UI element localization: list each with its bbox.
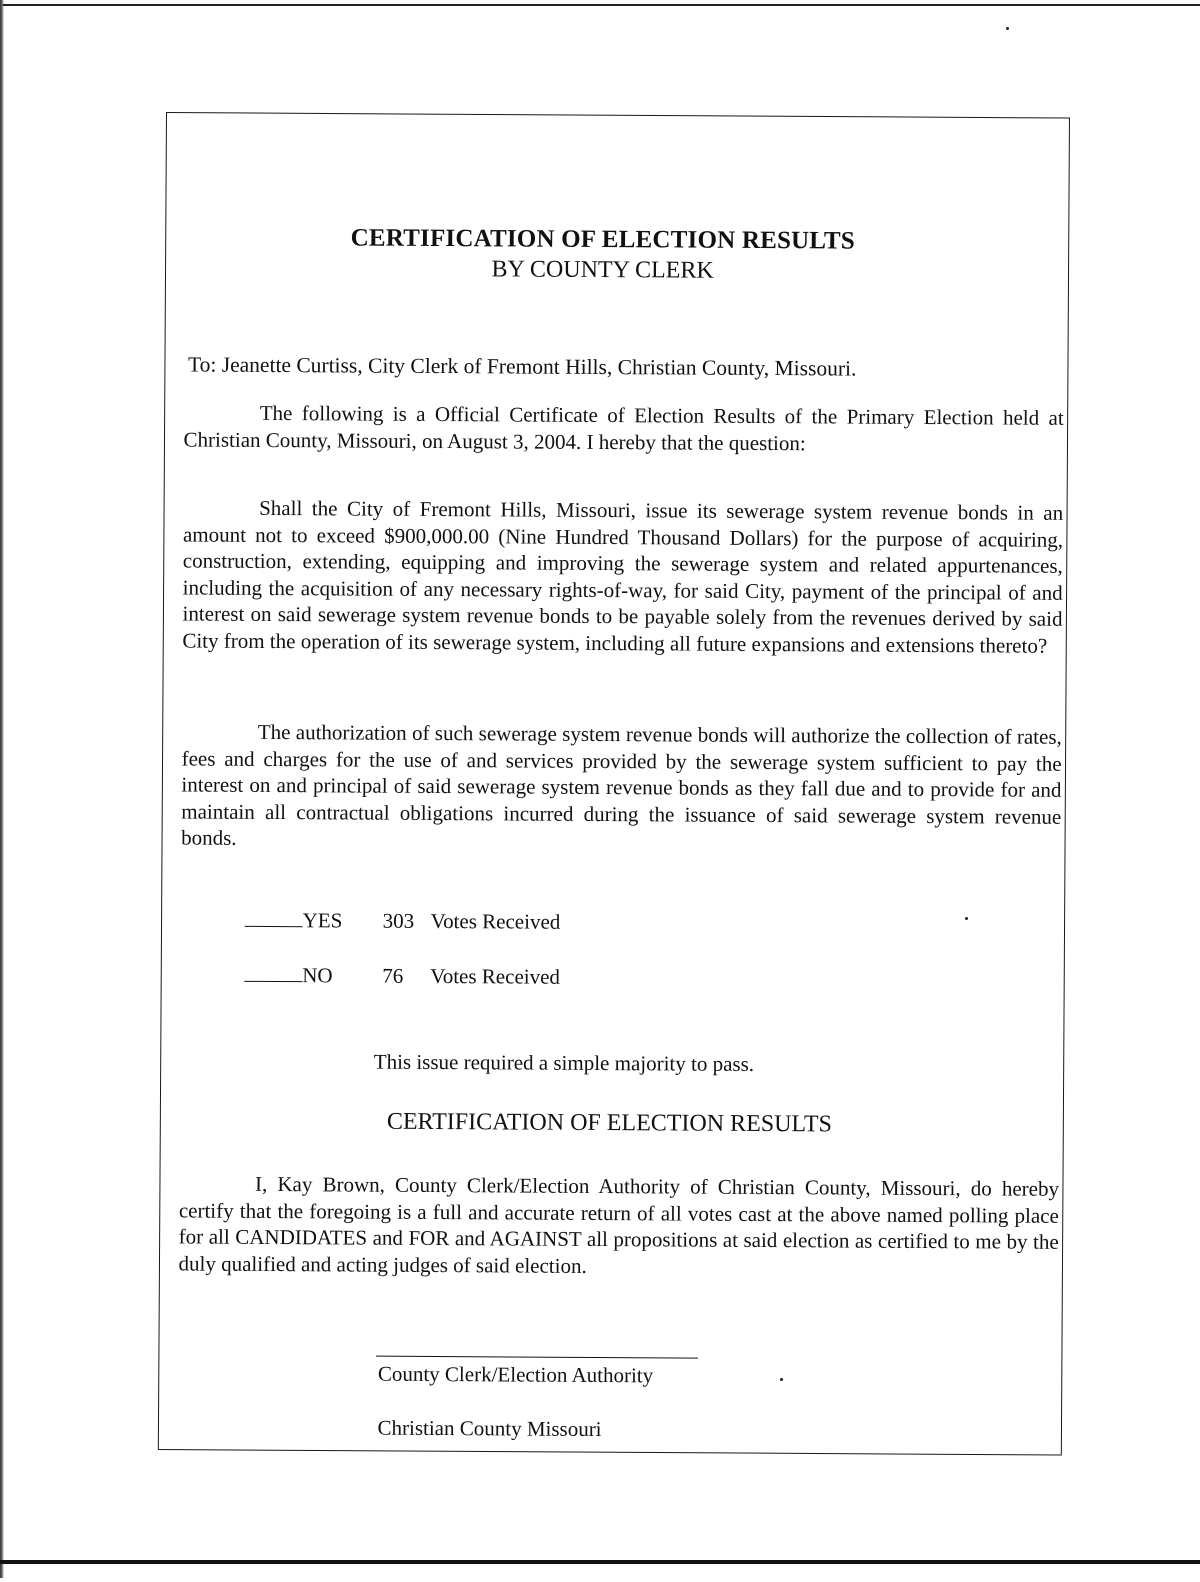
majority-note: This issue required a simple majority to pass. <box>373 1049 755 1076</box>
vote-choice: YES <box>302 908 343 933</box>
signature-location: Christian County Missouri <box>377 1415 602 1442</box>
vote-label: Votes Received <box>430 908 561 934</box>
signature-title: County Clerk/Election Authority <box>377 1361 654 1388</box>
certification-heading: CERTIFICATION OF ELECTION RESULTS <box>386 1108 833 1138</box>
document-subtitle: BY COUNTY CLERK <box>491 256 714 284</box>
intro-paragraph: The following is a Official Certificate of Election Results of the Primary Election held at Christian County, Missouri, on August 3, 2004. I hereby that the question: <box>183 400 1064 455</box>
document-title: CERTIFICATION OF ELECTION RESULTS <box>350 224 856 255</box>
vote-count: 303 <box>382 908 415 933</box>
vote-label: Votes Received <box>430 963 561 989</box>
vote-choice: NO <box>302 963 333 988</box>
certification-paragraph: I, Kay Brown, County Clerk/Election Authority of Christian County, Missouri, do hereby certify that the foregoing is a full and accurate return of all votes cast at the above named polling place for all CANDIDATES and FOR and AGAINST all propositions at said election as certified to me by the duly qualified and acting judges of said election. <box>178 1171 1060 1278</box>
question-paragraph: Shall the City of Fremont Hills, Missouri, issue its sewerage system revenue bonds in an amount not to exceed $900,000.00 (Nine Hundred Thousand Dollars) for the purpose of acquiring, construction, extending, equipping and improving the sewerage system and related appurtenances, including the acquisition of any necessary rights-of-way, for said City, payment of the principal of and interest on said sewerage system revenue bonds to be payable solely from the revenues derived by said City from the operation of its sewerage system, including all future expansions and extensions thereto? <box>182 495 1064 658</box>
vote-blank-line <box>245 908 303 927</box>
vote-blank-line <box>244 963 302 982</box>
vote-row-no <box>244 963 560 993</box>
authorization-paragraph: The authorization of such sewerage system revenue bonds will authorize the collection of rates, fees and charges for the use of and services provided by the sewerage system sufficient to pay the interest on and principal of said sewerage system revenue bonds as they fall due and to provide for and maintain all contractual obligations incurred during the issuance of said sewerage system revenue bonds. <box>181 719 1062 850</box>
vote-row-yes <box>245 908 561 938</box>
vote-count: 76 <box>382 963 404 988</box>
signature-line <box>376 1356 698 1359</box>
addressee-line: To: Jeanette Curtiss, City Clerk of Fremont Hills, Christian County, Missouri. <box>187 352 857 381</box>
